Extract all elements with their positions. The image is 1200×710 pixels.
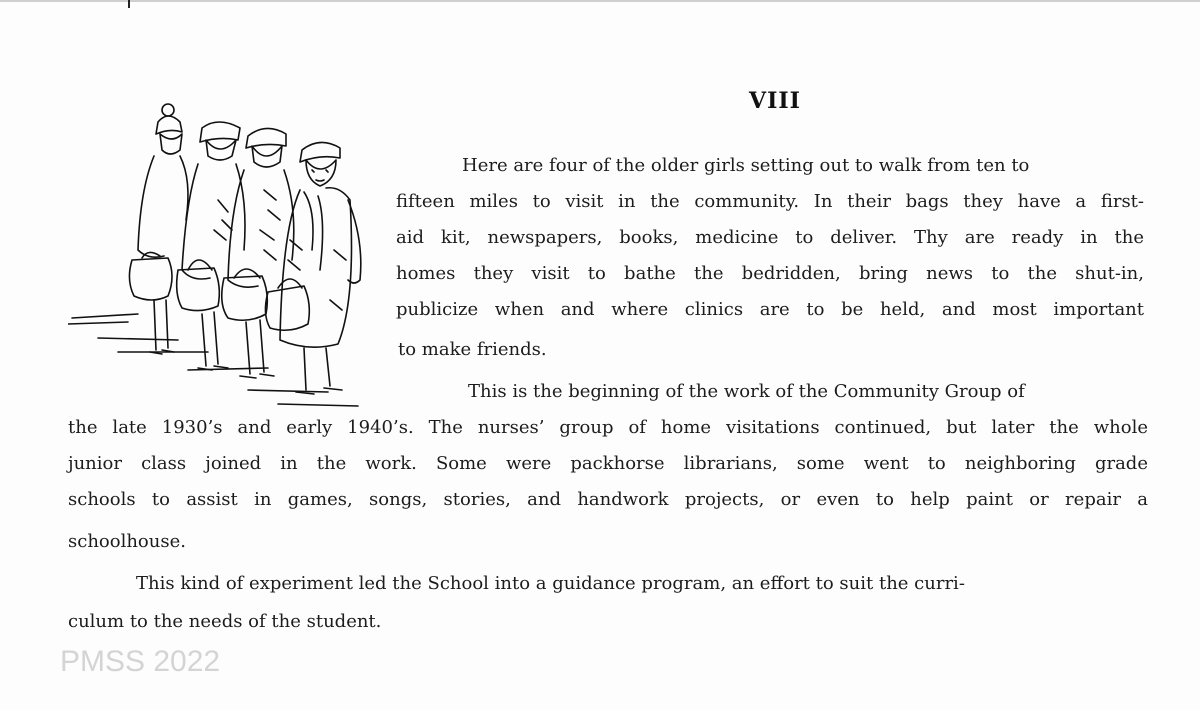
paragraph-2-line-4: schools to assist in games, songs, stories, and handwork projects, or even to help paint or repair a bbox=[68, 489, 1148, 510]
paragraph-1-line-3: aid kit, newspapers, books, medicine to deliver. Thy are ready in the bbox=[396, 227, 1144, 248]
watermark: PMSS 2022 bbox=[60, 645, 221, 678]
paragraph-2-line-1: This is the beginning of the work of the Community Group of bbox=[468, 381, 1025, 402]
paragraph-2-line-2: the late 1930’s and early 1940’s. The nurses’ group of home visitations continued, but later the whole bbox=[68, 417, 1148, 438]
paragraph-1-line-5: publicize when and where clinics are to be held, and most important bbox=[396, 299, 1144, 320]
paragraph-1-line-2: fifteen miles to visit in the community. In their bags they have a first- bbox=[396, 191, 1144, 212]
paragraph-3-line-2: culum to the needs of the student. bbox=[68, 611, 382, 632]
paragraph-3-line-1: This kind of experiment led the School into a guidance program, an effort to suit the curri- bbox=[136, 573, 965, 594]
girls-walking-illustration bbox=[68, 100, 378, 412]
top-tick-mark bbox=[128, 0, 130, 8]
chapter-heading: VIII bbox=[749, 88, 801, 114]
paragraph-2-line-5: schoolhouse. bbox=[68, 531, 186, 552]
paragraph-2-line-3: junior class joined in the work. Some were packhorse librarians, some went to neighboring grade bbox=[68, 453, 1148, 474]
top-rule bbox=[0, 0, 1200, 2]
paragraph-1-line-1: Here are four of the older girls setting out to walk from ten to bbox=[462, 155, 1030, 176]
paragraph-1-line-6: to make friends. bbox=[398, 339, 547, 360]
paragraph-1-line-4: homes they visit to bathe the bedridden, bring news to the shut-in, bbox=[396, 263, 1144, 284]
